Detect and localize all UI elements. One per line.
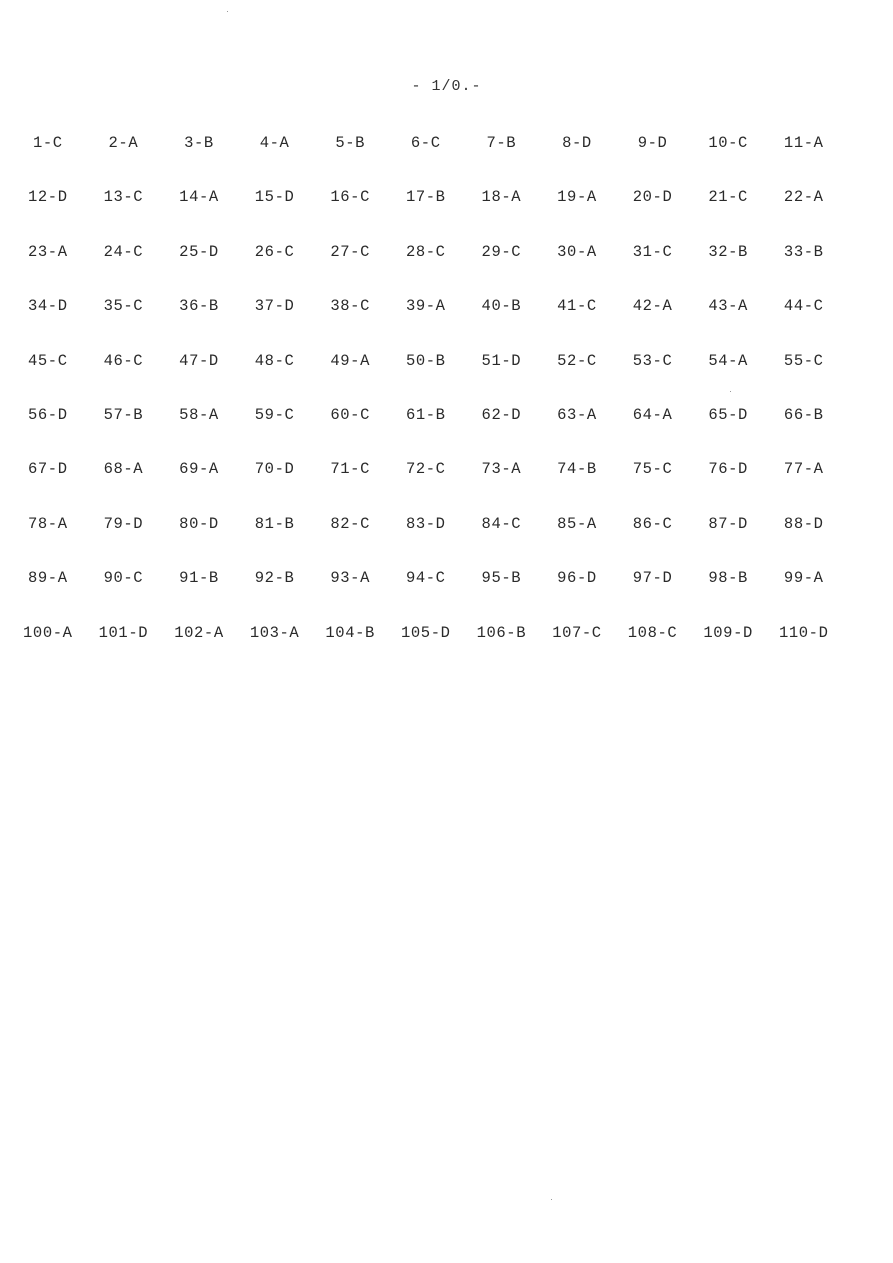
- answer-item: 13-C: [103, 188, 144, 207]
- answer-item: 70-D: [254, 460, 295, 479]
- answer-item: 58-A: [179, 405, 219, 424]
- answer-item: 45-C: [27, 351, 68, 370]
- answer-item: 100-A: [23, 623, 73, 642]
- answer-item: 66-B: [783, 405, 824, 424]
- answer-item: 42-A: [632, 297, 673, 316]
- answer-item: 22-A: [783, 188, 824, 207]
- answer-item: 3-B: [184, 134, 214, 152]
- answer-item: 84-C: [481, 514, 522, 533]
- answer-item: 11-A: [783, 134, 824, 152]
- answer-item: 38-C: [330, 297, 370, 316]
- answer-item: 27-C: [330, 242, 370, 261]
- answer-item: 5-B: [335, 134, 366, 152]
- answer-item: 46-C: [103, 351, 144, 370]
- answer-item: 71-C: [330, 460, 370, 479]
- answer-item: 85-A: [557, 514, 597, 533]
- answer-item: 48-C: [254, 351, 295, 370]
- answer-item: 43-A: [708, 297, 748, 316]
- answer-item: 93-A: [330, 569, 370, 588]
- answer-item: 64-A: [632, 405, 673, 424]
- answer-item: 99-A: [783, 569, 824, 588]
- answer-item: 4-A: [259, 134, 290, 152]
- answer-item: 61-B: [405, 405, 446, 424]
- answer-item: 21-C: [708, 188, 748, 207]
- answer-item: 14-A: [179, 188, 219, 207]
- answer-item: 108-C: [627, 623, 678, 642]
- answer-item: 81-B: [254, 514, 295, 533]
- answer-item: 17-B: [405, 188, 446, 207]
- answer-item: 53-C: [632, 351, 673, 370]
- answer-item: 7-B: [486, 134, 517, 152]
- answer-item: 59-C: [254, 405, 295, 424]
- answer-item: 6-C: [410, 134, 441, 152]
- scan-speck: [227, 11, 228, 12]
- answer-item: 8-D: [562, 134, 592, 152]
- answer-item: 26-C: [254, 242, 295, 261]
- answer-item: 72-C: [405, 460, 446, 479]
- answer-item: 41-C: [557, 297, 597, 316]
- answer-item: 67-D: [27, 460, 68, 479]
- answer-item: 68-A: [103, 460, 144, 479]
- answer-item: 87-D: [708, 514, 748, 533]
- answer-item: 52-C: [557, 351, 597, 370]
- answer-item: 75-C: [632, 460, 673, 479]
- answer-item: 19-A: [557, 188, 597, 207]
- answer-item: 96-D: [557, 569, 597, 588]
- answer-item: 76-D: [708, 460, 748, 479]
- answer-item: 62-D: [481, 405, 522, 424]
- answer-item: 40-B: [481, 297, 522, 316]
- answer-item: 105-D: [401, 623, 451, 642]
- answer-item: 30-A: [557, 242, 597, 261]
- answer-item: 88-D: [783, 514, 824, 533]
- answer-item: 110-D: [778, 623, 829, 642]
- answer-item: 47-D: [179, 351, 219, 370]
- answer-item: 24-C: [103, 242, 144, 261]
- answer-item: 34-D: [27, 297, 68, 316]
- answer-item: 36-B: [179, 297, 219, 316]
- answer-item: 86-C: [632, 514, 673, 533]
- answer-item: 69-A: [179, 460, 219, 479]
- answer-item: 20-D: [632, 188, 673, 207]
- scan-speck: [551, 1199, 552, 1200]
- answer-item: 90-C: [103, 569, 144, 588]
- answer-item: 12-D: [27, 188, 68, 207]
- answer-item: 102-A: [174, 623, 224, 642]
- answer-item: 9-D: [637, 134, 668, 152]
- answer-grid: [10, 132, 853, 676]
- answer-item: 16-C: [330, 188, 370, 207]
- answer-item: 97-D: [632, 569, 673, 588]
- answer-item: 18-A: [481, 188, 522, 207]
- scan-speck: [730, 391, 731, 392]
- answer-item: 82-C: [330, 514, 370, 533]
- answer-item: 107-C: [552, 623, 602, 642]
- answer-item: 39-A: [405, 297, 446, 316]
- answer-item: 37-D: [254, 297, 295, 316]
- answer-item: 25-D: [179, 242, 219, 261]
- answer-item: 55-C: [783, 351, 824, 370]
- answer-item: 15-D: [254, 188, 295, 207]
- answer-item: 74-B: [557, 460, 597, 479]
- answer-item: 1-C: [32, 134, 63, 152]
- answer-item: 83-D: [405, 514, 446, 533]
- answer-item: 33-B: [783, 242, 824, 261]
- answer-item: 92-B: [254, 569, 295, 588]
- answer-item: 49-A: [330, 351, 370, 370]
- answer-item: 32-B: [708, 242, 748, 261]
- answer-item: 79-D: [103, 514, 144, 533]
- answer-item: 98-B: [708, 569, 748, 588]
- answer-item: 94-C: [405, 569, 446, 588]
- answer-item: 10-C: [708, 134, 748, 152]
- answer-item: 95-B: [481, 569, 522, 588]
- answer-item: 56-D: [27, 405, 68, 424]
- answer-item: 103-A: [249, 623, 300, 642]
- page-number: - 1/0.-: [411, 78, 482, 95]
- answer-item: 28-C: [405, 242, 446, 261]
- answer-item: 80-D: [179, 514, 219, 533]
- answer-item: 23-A: [27, 242, 68, 261]
- answer-item: 65-D: [708, 405, 748, 424]
- answer-item: 54-A: [708, 351, 748, 370]
- answer-item: 78-A: [27, 514, 68, 533]
- answer-item: 60-C: [330, 405, 370, 424]
- answer-item: 35-C: [103, 297, 144, 316]
- answer-item: 31-C: [632, 242, 673, 261]
- answer-item: 63-A: [557, 405, 597, 424]
- answer-item: 50-B: [405, 351, 446, 370]
- answer-item: 77-A: [783, 460, 824, 479]
- answer-item: 73-A: [481, 460, 522, 479]
- answer-item: 44-C: [783, 297, 824, 316]
- answer-item: 104-B: [325, 623, 375, 642]
- answer-item: 89-A: [27, 569, 68, 588]
- answer-item: 109-D: [703, 623, 753, 642]
- answer-item: 106-B: [476, 623, 527, 642]
- answer-item: 91-B: [179, 569, 219, 588]
- answer-item: 57-B: [103, 405, 144, 424]
- answer-item: 2-A: [108, 134, 139, 152]
- answer-item: 29-C: [481, 242, 522, 261]
- answer-item: 101-D: [98, 623, 149, 642]
- answer-item: 51-D: [481, 351, 522, 370]
